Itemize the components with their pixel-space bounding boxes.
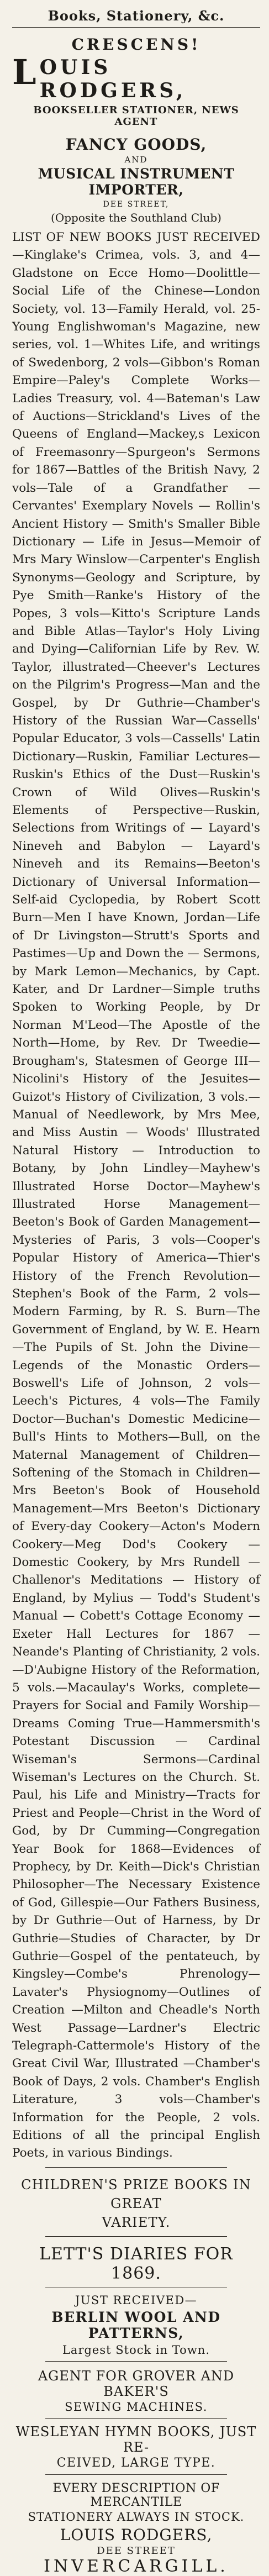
divider xyxy=(45,2418,227,2419)
berlin-wool-notice xyxy=(12,2294,260,2357)
berlin-wool-patterns: BERLIN WOOL AND PATTERNS, xyxy=(51,2309,221,2341)
agent-line-1: AGENT FOR GROVER AND BAKER'S xyxy=(38,2368,235,2399)
mercantile-proprietor: LOUIS RODGERS, xyxy=(60,2525,213,2544)
mercantile-line-2: STATIONERY ALWAYS IN STOCK. xyxy=(28,2510,245,2524)
agent-line-2: SEWING MACHINES. xyxy=(65,2400,208,2414)
divider xyxy=(45,2474,227,2475)
mercantile-town: INVERCARGILL. xyxy=(44,2556,229,2576)
letts-diaries: LETT'S DIARIES FOR 1869. xyxy=(39,2244,233,2283)
drop-cap-initial: L xyxy=(12,52,36,92)
divider xyxy=(45,2361,227,2362)
crescens-title: CRESCENS! xyxy=(71,35,201,54)
divider xyxy=(45,2236,227,2237)
section-heading: Books, Stationery, &c. xyxy=(48,8,225,24)
heading-rule xyxy=(12,27,260,28)
berlin-just-received: JUST RECEIVED— xyxy=(75,2293,198,2307)
opposite-club-line: (Opposite the Southland Club) xyxy=(51,211,221,224)
and-line: AND xyxy=(124,155,148,165)
mercantile-street: DEE STREET xyxy=(97,2545,176,2557)
proprietor-name-rest: OUIS RODGERS, xyxy=(39,56,187,102)
proprietor-name xyxy=(12,52,260,128)
new-books-list: LIST OF NEW BOOKS JUST RECEIVED—Kinglake's Crimea, vols. 3, and 4—Gladstone on Ecce Homo—Doolittle—Social Life of the Chinese—London Society, vol. 13—Family Herald, vol. 25-Young Englishwoman's Magazine, new series, vol. 1—Whites Life, and writings of Swedenborg, 2 vols—Gibbon's Roman Empire—Paley's Complete Works—Ladies Treasury, vol. 4—Bateman's Law of Auctions—Strickland's Lives of the Queens of England—Mackey,s Lexicon of Freemasonry—Spurgeon's Sermons for 1867—Battles of the British Navy, 2 vols—Tale of a Grandfather — Cervantes' Exemplary Novels — Rollin's Ancient History — Smith's Smaller Bible Dictionary — Life in Jesus—Memoir of Mrs Mary Winslow—Carpenter's English Synonyms—Geology and Scripture, by Pye Smith—Ranke's History of the Popes, 3 vols—Kitto's Scripture Lands and Bible Atlas—Taylor's Holy Living and Dying—Californian Life by Rev. W. Taylor, illustrated—Cheever's Lectures on the Pilgrim's Progress—Man and the Gospel, by Dr Guthrie—Chamber's History of the Russian War—Cassells' Popular Educator, 3 vols—Cassells' Latin Dictionary—Ruskin, Familiar Lectures—Ruskin's Ethics of the Dust—Ruskin's Crown of Wild Olives—Ruskin's Elements of Perspective—Ruskin, Selections from Writings of — Layard's Nineveh and Babylon — Layard's Nineveh and its Remains—Beeton's Dictionary of Universal Information—Self-aid Cyclopedia, by Robert Scott Burn—Men I have Known, Jordan—Life of Dr Livingston—Strutt's Sports and Pastimes—Up and Down the — Sermons, by Mark Lemon—Mechanics, by Capt. Kater, and Dr Lardner—Simple truths Spoken to Working People, by Dr Norman M'Leod—The Apostle of the North—Home, by Rev. Dr Tweedie—Brougham's, Statesmen of George III—Nicolini's History of the Jesuites—Guizot's History of Civilization, 3 vols.—Manual of Needlework, by Mrs Mee, and Miss Austin — Woods' Illustrated Natural History — Introduction to Botany, by John Lindley—Mayhew's Illustrated Horse Doctor—Mayhew's Illustrated Horse Management—Beeton's Book of Garden Management—Mysteries of Paris, 3 vols—Cooper's Popular History of America—Thier's History of the French Revolution—Stephen's Book of the Farm, 2 vols—Modern Farming, by R. S. Burn—The Government of England, by W. E. Hearn—The Pupils of St. John the Divine—Legends of the Monastic Orders—Boswell's Life of Johnson, 2 vols—Leech's Pictures, 4 vols—The Family Doctor—Buchan's Domestic Medicine—Bull's Hints to Mothers—Bull, on the Maternal Management of Children—Softening of the Stomach in Children—Mrs Beeton's Book of Household Management—Mrs Beeton's Dictionary of Every-day Cookery—Acton's Modern Cookery—Meg Dod's Cookery — Domestic Cookery, by Mrs Rundell — Challenor's Meditations — History of England, by Mylius — Todd's Student's Manual — Cobett's Cottage Economy — Exeter Hall Lectures for 1867 — Neande's Planting of Christianity, 2 vols.—D'Aubigne History of the Reformation, 5 vols.—Macaulay's Works, complete—Prayers for Social and Family Worship—Dreams Coming True—Hammersmith's Potestant Discussion — Cardinal Wiseman's Sermons—Cardinal Wiseman's Lectures on the Church. St. Paul, his Life and Ministry—Tracts for Priest and People—Christ in the Word of God, by Dr Cumming—Congregation Year Book for 1868—Evidences of Prophecy, by Dr. Keith—Dick's Christian Philosopher—The Necessary Existence of God, Gillespie—Our Fathers Business, by Dr Guthrie—Out of Harness, by Dr Guthrie—Studies of Character, by Dr Guthrie—Gospel of the pentateuch, by Kingsley—Combe's Phrenology—Lavater's Physiognomy—Outlines of Creation —Milton and Cheadle's North West Passage—Lardner's Electric Telegraph-Cattermole's History of the Great Civil War, Illustrated —Chamber's Book of Days, 2 vols. Chamber's English Literature, 3 vols—Chamber's Information for the People, 2 vols. Editions of all the principal English Poets, in various Bindings. xyxy=(12,230,260,2160)
children-line-1: CHILDREN'S PRIZE BOOKS IN GREAT xyxy=(21,2177,251,2211)
berlin-largest-stock: Largest Stock in Town. xyxy=(62,2343,210,2357)
wesleyan-line-2: CEIVED, LARGE TYPE. xyxy=(56,2456,216,2470)
proprietor-trades: BOOKSELLER STATIONER, NEWS AGENT xyxy=(33,104,239,128)
children-prize-books xyxy=(12,2175,260,2232)
children-line-2: VARIETY. xyxy=(102,2214,171,2230)
divider xyxy=(45,2167,227,2168)
street-line: DEE STREET, xyxy=(103,200,170,209)
musical-importer-line: MUSICAL INSTRUMENT IMPORTER, xyxy=(38,166,235,198)
mercantile-line-1: EVERY DESCRIPTION OF MERCANTILE xyxy=(52,2481,220,2509)
wesleyan-line-1: WESLEYAN HYMN BOOKS, JUST RE- xyxy=(15,2423,257,2455)
fancy-goods-line: FANCY GOODS, xyxy=(65,135,207,154)
